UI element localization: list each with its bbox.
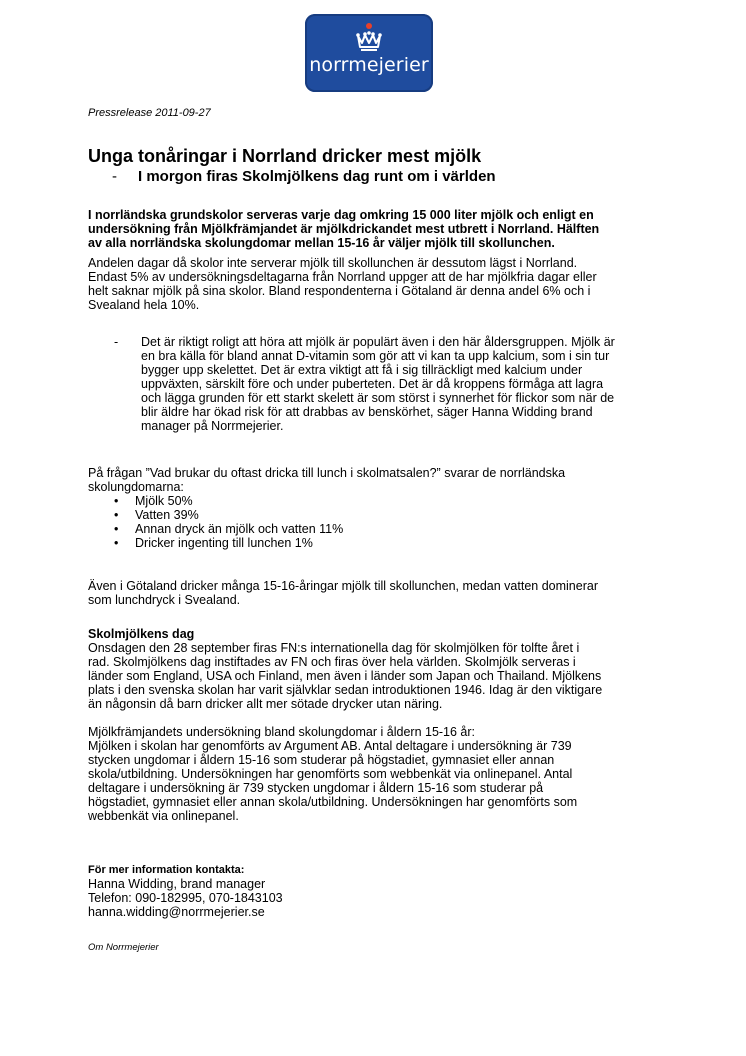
answer-list [112, 494, 343, 550]
subheadline-text: I morgon firas Skolmjölkens dag runt om i världen [138, 168, 496, 185]
section-heading-skolmjolk: Skolmjölkens dag [88, 627, 195, 641]
contact-name: Hanna Widding, brand manager [88, 877, 266, 891]
crown-icon [355, 22, 383, 52]
norrmejerier-logo [305, 14, 433, 92]
contact-email: hanna.widding@norrmejerier.se [88, 905, 265, 919]
headline: Unga tonåringar i Norrland dricker mest mjölk [88, 146, 482, 166]
press-release-date: Pressrelease 2011-09-27 [88, 107, 211, 119]
paragraph-skolmjolk: Onsdagen den 28 september firas FN:s internationella dag för skolmjölken för tolfte året i rad. Skolmjölkens dag instiftades av FN och firas över hela världen. Skolmjölk serveras i länder som England, USA och Finland, men även i länder som Japan och Thailand. Mjölkens plats i den svenska skolan har varit självklar sedan introduktionen 1946. Idag är den viktigare än någonsin då barn dricker allt mer sötade drycker utan näring. [88, 641, 603, 711]
paragraph-gotaland: Även i Götaland dricker många 15-16-åringar mjölk till skollunchen, medan vatten dominerar som lunchdryck i Svealand. [88, 579, 598, 607]
logo-wordmark: norrmejerier [309, 54, 429, 76]
quote-text: Det är riktigt roligt att höra att mjölk är populärt även i den här åldersgruppen. Mjölk är en bra källa för bland annat D-vitamin som gör att vi kan ta upp kalcium, som i sin tur bygger upp skelettet. Det är extra viktigt att få i sig tillräckligt med kalcium under uppväxten, särskilt före och under puberteten. Det är då kroppens förmåga att lagra och lägga grunden för ett starkt skelett är som störst i synnerhet för flickor som när de blir äldre har ökad risk för att drabbas av benskörhet, säger Hanna Widding brand manager på Norrmejerier. [141, 335, 615, 433]
paragraph-survey: Mjölkfrämjandets undersökning bland skolungdomar i åldern 15-16 år: Mjölken i skolan har genomförts av Argument AB. Antal deltagare i undersökning är 739 stycken ungdomar i åldern 15-16 som studerar på högstadiet, gymnasiet eller annan skola/utbildning. Undersökningen har genomförts som webbenkät via onlinepanel. Antal deltagare i undersökning är 739 stycken ungdomar i åldern 15-16 som studerar på högstadiet, gymnasiet eller annan skola/utbildning. Undersökningen har genomförts som webbenkät via onlinepanel. [88, 725, 578, 823]
bullet-icon: • [114, 522, 119, 536]
survey-question: På frågan ”Vad brukar du oftast dricka till lunch i skolmatsalen?” svarar de norrländska skolungdomarna: [88, 466, 566, 494]
bullet-icon: • [114, 494, 119, 508]
paragraph-norrland: Andelen dagar då skolor inte serverar mjölk till skollunchen är dessutom lägst i Norrland. Endast 5% av undersökningsdeltagarna från Norrland uppger att de har mjölkfria dagar eller helt saknar mjölk på sina skolor. Bland respondenterna i Götaland är denna andel 6% och i Svealand hela 10%. [88, 256, 597, 312]
bullet-icon: • [114, 536, 119, 550]
list-item: • Annan dryck än mjölk och vatten 11% [114, 522, 344, 536]
contact-heading: För mer information kontakta: [88, 864, 245, 876]
list-item: • Mjölk 50% [114, 494, 193, 508]
list-item: • Vatten 39% [114, 508, 199, 522]
contact-phone: Telefon: 090-182995, 070-1843103 [88, 891, 283, 905]
bullet-icon: • [114, 508, 119, 522]
lead-paragraph: I norrländska grundskolor serveras varje dag omkring 15 000 liter mjölk och enligt en undersökning från Mjölkfrämjandet är mjölkdrickandet mest utbrett i Norrland. Hälften av alla norrländska skolungdomar mellan 15-16 år väljer mjölk till skollunchen. [88, 208, 600, 250]
subheadline [112, 167, 496, 186]
quote-dash: - [114, 335, 119, 349]
subheadline-dash: - [112, 168, 117, 185]
about-heading: Om Norrmejerier [88, 942, 159, 953]
contact-info [88, 877, 668, 919]
list-item: • Dricker ingenting till lunchen 1% [114, 536, 313, 550]
